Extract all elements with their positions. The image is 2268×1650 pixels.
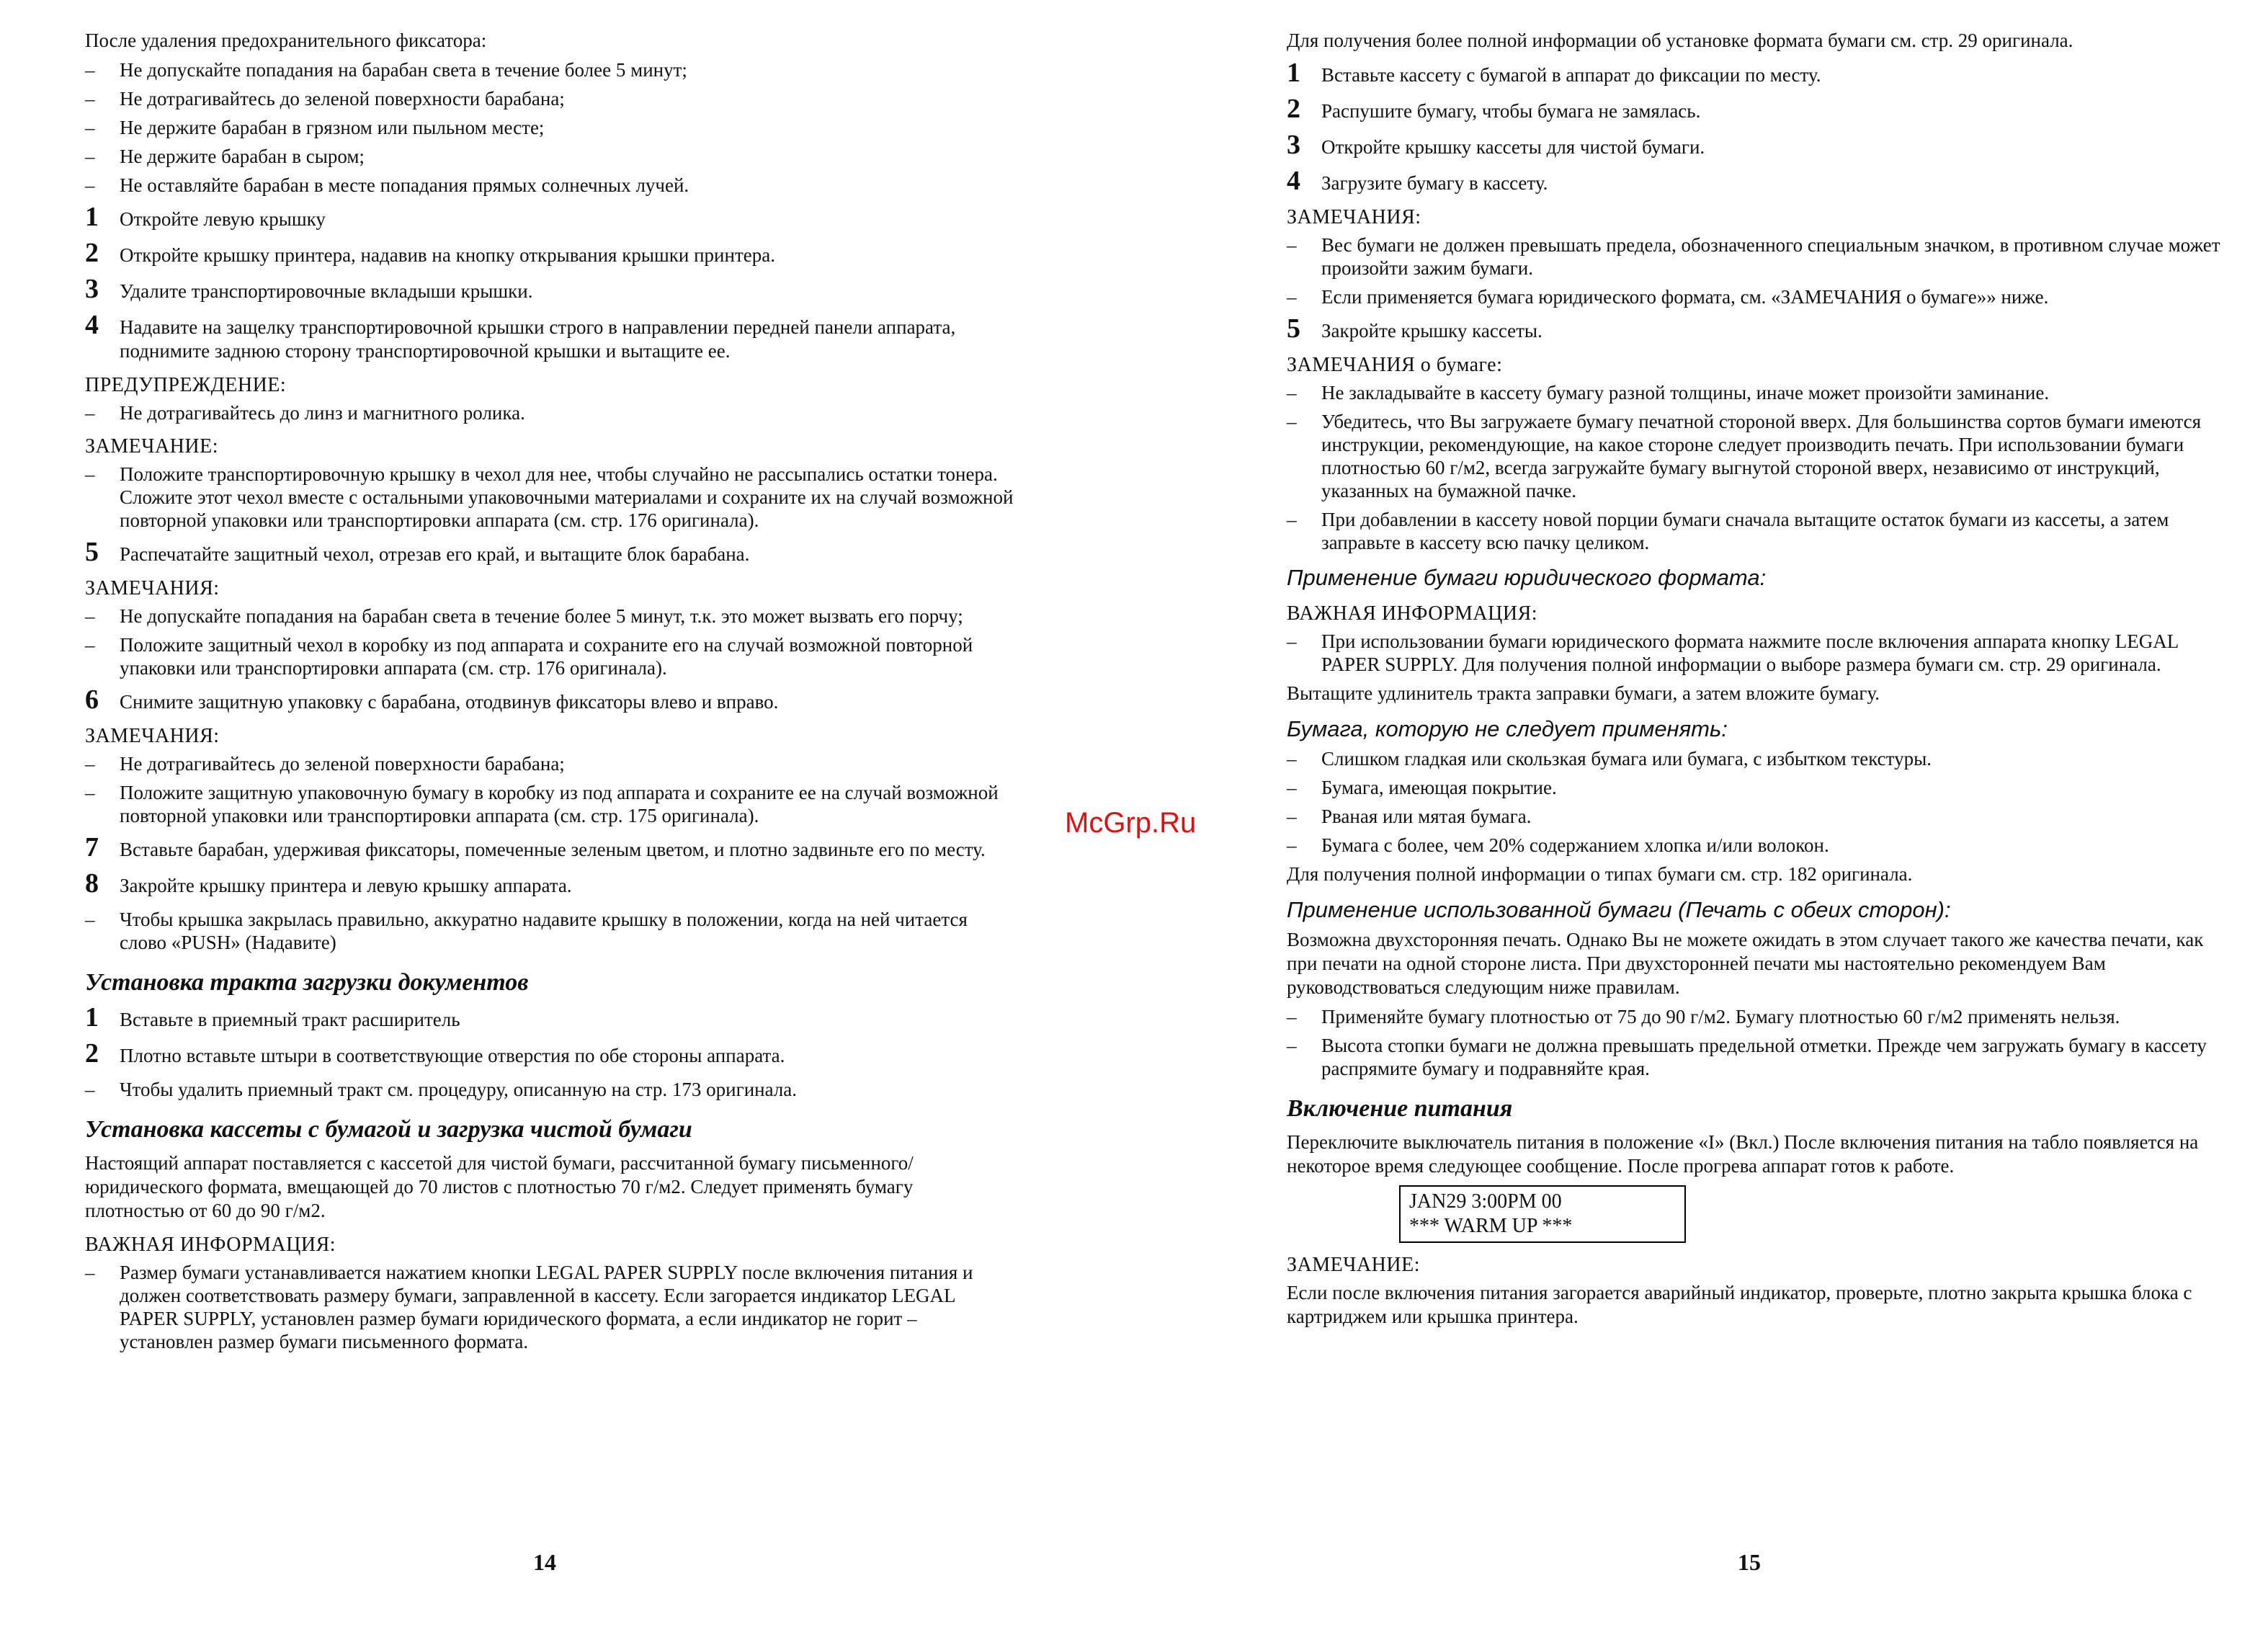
page-number-right: 15 [1738,1549,1761,1575]
bullet-dash: – [85,117,95,138]
paragraph: Настоящий аппарат поставляется с кассетой для чистой бумаги, рассчитанной бумагу письменного/юридического формата, вмещающей до 70 листов с плотностью 70 г/м2. Следует применять бумагу плотностью от 60 до 90 г/м2. [85,1152,914,1221]
step-text: Удалите транспортировочные вкладыши крышки. [120,280,533,302]
bullet-text: Не оставляйте барабан в месте попадания прямых солнечных лучей. [120,174,689,196]
bullet-item [85,58,1014,81]
section-title: Установка кассеты с бумагой и загрузка чистой бумаги [85,1116,692,1143]
section-heading: ЗАМЕЧАНИЕ: [1287,1254,1420,1276]
bullet-dash: – [1287,806,1297,827]
bullet-text: Бумага с более, чем 20% содержанием хлопка и/или волокон. [1321,834,1829,856]
step-text: Загрузите бумагу в кассету. [1321,172,1548,194]
section-heading: ВАЖНАЯ ИНФОРМАЦИЯ: [1287,602,1538,625]
bullet-dash: – [85,174,95,196]
step-text: Вставьте в приемный тракт расширитель [120,1009,460,1030]
step-item [1287,130,2231,160]
bullet-dash: – [1287,1035,1297,1056]
step-item [85,537,1014,567]
step-text: Вставьте кассету с бумагой в аппарат до фиксации по месту. [1321,64,1821,86]
step-item [85,202,1014,232]
subsection-title: Применение использованной бумаги (Печать с обеих сторон): [1287,897,1951,922]
step-number: 7 [85,832,99,862]
bullet-text: Не дотрагивайтесь до линз и магнитного ролика. [120,402,525,424]
step-number: 5 [1287,313,1300,344]
bullet-item [85,1261,1014,1353]
bullet-text: При добавлении в кассету новой порции бумаги сначала вытащите остаток бумаги из кассеты, а затем заправьте в кассету всю пачку целиком. [1321,509,2169,553]
bullet-text: Размер бумаги устанавливается нажатием кнопки LEGAL PAPER SUPPLY после включения питания и должен соответствовать размеру бумаги, заправленной в кассету. Если загорается индикатор LEGAL PAPER SUPPLY, установлен размер бумаги юридического формата, а если индикатор не горит – установлен размер бумаги письменного формата. [120,1262,973,1352]
bullet-text: Положите транспортировочную крышку в чехол для нее, чтобы случайно не рассыпались остатки тонера. Сложите этот чехол вместе с остальными упаковочными материалами и сохраните их на случай возможной повторной упаковки или транспортировки аппарата (см. стр. 176 оригинала). [120,463,1014,531]
bullet-text: Не держите барабан в грязном или пыльном месте; [120,117,545,138]
bullet-dash: – [1287,509,1297,530]
bullet-item [1287,630,2231,676]
display-line-2: *** WARM UP *** [1409,1215,1573,1237]
step-text: Снимите защитную упаковку с барабана, отодвинув фиксаторы влево и вправо. [120,691,779,713]
bullet-text: Чтобы удалить приемный тракт см. процедуру, описанную на стр. 173 оригинала. [120,1079,798,1100]
bullet-item [1287,747,2231,770]
bullet-item [1287,410,2231,502]
bullet-item [1287,805,2231,828]
step-number: 1 [1287,58,1300,88]
bullet-dash: – [85,909,95,930]
bullet-dash: – [1287,234,1297,256]
step-text: Откройте крышку кассеты для чистой бумаги. [1321,136,1705,158]
section-heading: ВАЖНАЯ ИНФОРМАЦИЯ: [85,1234,336,1256]
bullet-dash: – [85,753,95,775]
bullet-text: При использовании бумаги юридического формата нажмите после включения аппарата кнопку LEGAL PAPER SUPPLY. Для получения полной информации о выборе размера бумаги см. стр. 29 оригинала. [1321,630,2179,675]
bullet-item [1287,1034,2231,1080]
section-title: Установка тракта загрузки документов [85,969,529,996]
bullet-item [85,908,1014,954]
bullet-item [1287,834,2231,857]
bullet-item [85,145,1014,168]
paragraph: После удаления предохранительного фиксатора: [85,30,487,51]
step-number: 2 [85,238,99,268]
step-text: Плотно вставьте штыри в соответствующие отверстия по обе стороны аппарата. [120,1045,785,1066]
section-heading: ЗАМЕЧАНИЯ: [1287,206,1421,228]
step-number: 3 [85,274,99,304]
bullet-text: Убедитесь, что Вы загружаете бумагу печатной стороной вверх. Для большинства сортов бумаги имеются инструкции, рекомендующие, на какое стороне следует производить печать. При использовании бумаги плотностью 60 г/м2, всегда загружайте бумагу выгнутой стороной вверх, независимо от инструкций, указанных на бумажной пачке. [1321,411,2202,501]
bullet-dash: – [1287,777,1297,798]
paragraph: Для получения более полной информации об установке формата бумаги см. стр. 29 оригинала. [1287,30,2073,51]
step-text: Откройте левую крышку [120,208,326,230]
step-text: Закройте крышку принтера и левую крышку аппарата. [120,875,572,896]
bullet-text: Не допускайте попадания на барабан света в течение более 5 минут; [120,59,687,81]
bullet-item [85,401,1014,424]
step-text: Надавите на защелку транспортировочной крышки строго в направлении передней панели аппарата, поднимите заднюю сторону транспортировочной крышки и вытащите ее. [120,316,956,362]
page-number-left: 14 [533,1549,556,1575]
bullet-item [85,752,1014,775]
bullet-dash: – [1287,1006,1297,1027]
bullet-item [85,87,1014,110]
bullet-dash: – [85,605,95,627]
bullet-text: Слишком гладкая или скользкая бумага или бумага, с избытком текстуры. [1321,748,1932,770]
bullet-text: Чтобы крышка закрылась правильно, аккуратно надавите крышку в положении, когда на ней читается слово «PUSH» (Надавите) [120,909,968,953]
bullet-text: Положите защитную упаковочную бумагу в коробку из под аппарата и сохраните ее на случай возможной повторной упаковки или транспортировки аппарата (см. стр. 175 оригинала). [120,782,999,826]
step-item [85,310,1014,363]
bullet-dash: – [85,634,95,656]
step-text: Распечатайте защитный чехол, отрезав его край, и вытащите блок барабана. [120,543,750,565]
bullet-item [1287,508,2231,554]
step-item [85,1038,1014,1069]
section-heading: ЗАМЕЧАНИЕ: [85,435,218,458]
paragraph: Если после включения питания загорается аварийный индикатор, проверьте, плотно закрыта крышка блока с картриджем или крышка принтера. [1287,1282,2192,1327]
bullet-dash: – [85,1262,95,1283]
step-number: 2 [85,1038,99,1069]
step-item [85,238,1014,268]
bullet-item [1287,776,2231,799]
step-item [1287,94,2231,124]
left-page-content [85,29,1014,1359]
subsection-title: Применение бумаги юридического формата: [1287,565,1767,590]
bullet-item [85,633,1014,679]
section-heading: ЗАМЕЧАНИЯ: [85,725,220,747]
bullet-item [85,605,1014,628]
step-item [85,274,1014,304]
bullet-dash: – [1287,411,1297,432]
bullet-dash: – [1287,630,1297,652]
watermark: McGrp.Ru [1065,807,1197,839]
paragraph: Вытащите удлинитель тракта заправки бумаги, а затем вложите бумагу. [1287,682,1880,704]
bullet-item [85,174,1014,197]
bullet-text: Не дотрагивайтесь до зеленой поверхности барабана; [120,753,565,775]
step-number: 2 [1287,94,1300,124]
bullet-dash: – [85,782,95,803]
right-page [1134,0,2268,1650]
display-message-box [1399,1185,1686,1243]
bullet-item [85,1078,1014,1101]
bullet-dash: – [85,59,95,81]
step-number: 4 [1287,166,1300,196]
paragraph: Для получения полной информации о типах бумаги см. стр. 182 оригинала. [1287,863,1913,885]
section-title: Включение питания [1287,1095,1513,1122]
bullet-item [1287,233,2231,280]
bullet-text: Не держите барабан в сыром; [120,146,365,167]
section-heading: ЗАМЕЧАНИЯ: [85,577,220,599]
bullet-dash: – [1287,748,1297,770]
bullet-item [1287,381,2231,404]
bullet-dash: – [1287,834,1297,856]
paragraph: Переключите выключатель питания в положение «I» (Вкл.) После включения питания на табло появляется на некоторое время следующее сообщение. После прогрева аппарат готов к работе. [1287,1131,2199,1177]
bullet-dash: – [85,1079,95,1100]
step-number: 6 [85,684,99,715]
display-line-1: JAN29 3:00PM 00 [1409,1190,1562,1213]
bullet-text: Рваная или мятая бумага. [1321,806,1532,827]
bullet-dash: – [1287,382,1297,403]
step-item [1287,58,2231,88]
bullet-text: Не закладывайте в кассету бумагу разной толщины, иначе может произойти заминание. [1321,382,2050,403]
bullet-dash: – [85,146,95,167]
step-number: 8 [85,868,99,898]
section-heading: ЗАМЕЧАНИЯ о бумаге: [1287,354,1503,376]
step-item [85,684,1014,715]
bullet-dash: – [85,88,95,110]
bullet-dash: – [85,463,95,485]
step-number: 5 [85,537,99,567]
subsection-title: Бумага, которую не следует применять: [1287,716,1728,741]
step-item [85,1002,1014,1033]
right-page-content [1287,29,2231,1334]
step-item [85,832,1014,862]
paragraph: Возможна двухсторонняя печать. Однако Вы не можете ожидать в этом случает такого же качества печати, как при печати на одной стороне листа. При двухсторонней печати мы настоятельно рекомендуем Вам руководствоваться следующим ниже правилам. [1287,929,2204,998]
step-text: Закройте крышку кассеты. [1321,320,1542,342]
section-heading: ПРЕДУПРЕЖДЕНИЕ: [85,374,287,396]
bullet-text: Вес бумаги не должен превышать предела, обозначенного специальным значком, в противном случае может произойти зажим бумаги. [1321,234,2220,279]
bullet-text: Не допускайте попадания на барабан света в течение более 5 минут, т.к. это может вызвать его порчу; [120,605,963,627]
bullet-text: Высота стопки бумаги не должна превышать предельной отметки. Прежде чем загружать бумагу в кассету распрямите бумагу и подравняйте края. [1321,1035,2207,1079]
bullet-dash: – [85,402,95,424]
step-text: Распушите бумагу, чтобы бумага не замялась. [1321,100,1701,122]
bullet-text: Не дотрагивайтесь до зеленой поверхности барабана; [120,88,565,110]
step-item [85,868,1014,898]
bullet-item [85,463,1014,532]
step-text: Откройте крышку принтера, надавив на кнопку открывания крышки принтера. [120,244,775,266]
step-number: 1 [85,202,99,232]
bullet-item [85,116,1014,139]
bullet-dash: – [1287,286,1297,308]
bullet-text: Применяйте бумагу плотностью от 75 до 90 г/м2. Бумагу плотностью 60 г/м2 применять нельзя. [1321,1006,2120,1027]
step-number: 3 [1287,130,1300,160]
bullet-text: Бумага, имеющая покрытие. [1321,777,1557,798]
step-item [1287,166,2231,196]
bullet-text: Положите защитный чехол в коробку из под аппарата и сохраните его на случай возможной повторной упаковки или транспортировки аппарата (см. стр. 176 оригинала). [120,634,973,679]
step-number: 4 [85,310,99,340]
step-text: Вставьте барабан, удерживая фиксаторы, помеченные зеленым цветом, и плотно задвиньте его по месту. [120,839,986,860]
step-item [1287,313,2231,344]
bullet-item [1287,285,2231,308]
bullet-text: Если применяется бумага юридического формата, см. «ЗАМЕЧАНИЯ о бумаге»» ниже. [1321,286,2049,308]
step-number: 1 [85,1002,99,1033]
bullet-item [85,781,1014,827]
bullet-item [1287,1005,2231,1028]
